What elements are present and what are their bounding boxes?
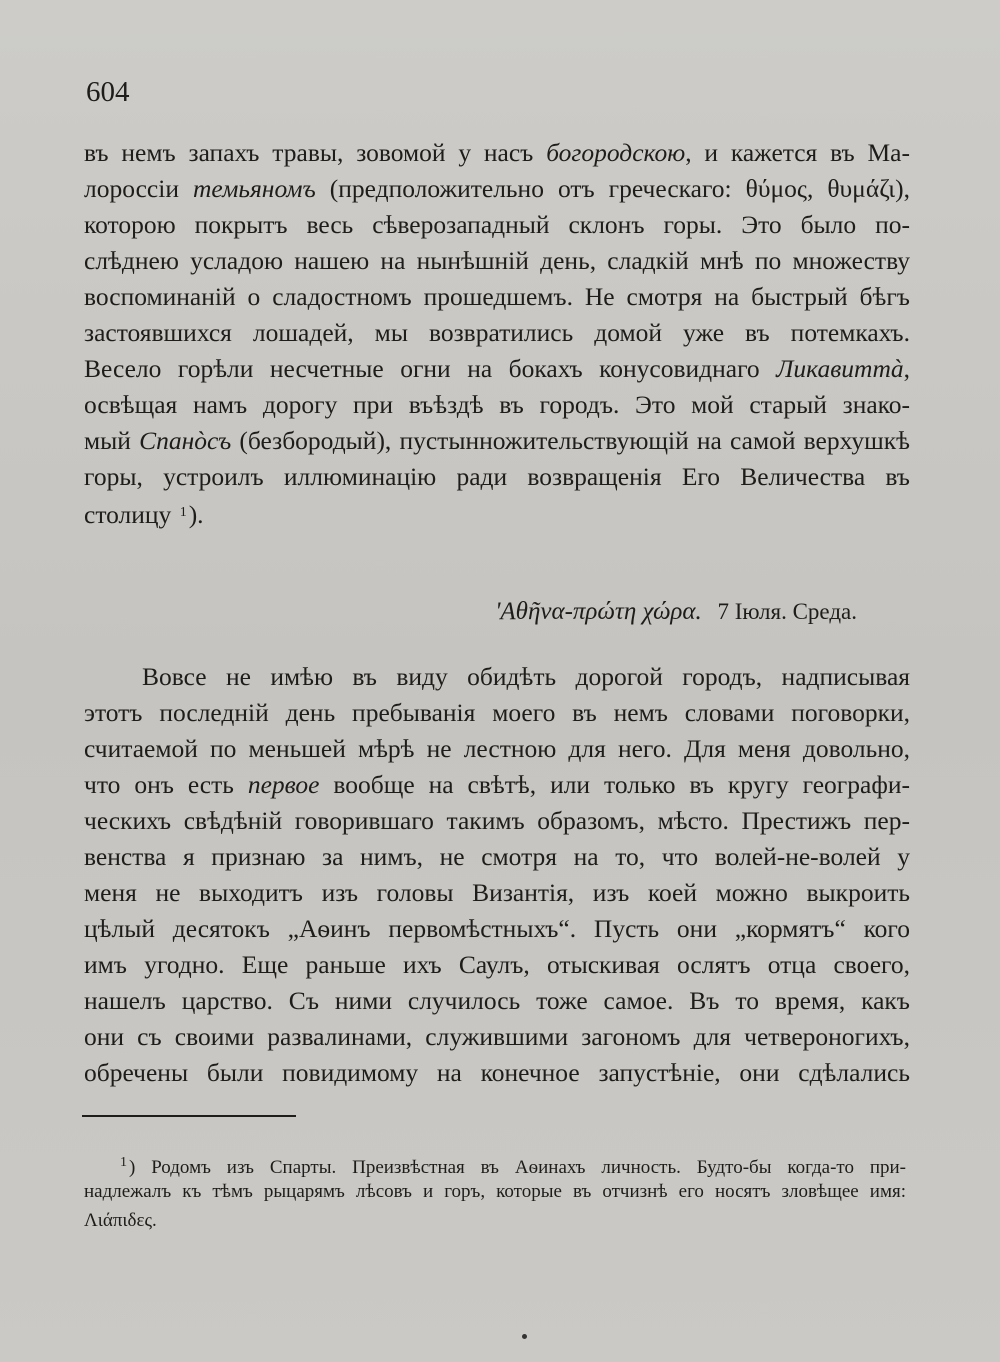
paragraph-2-line: нашелъ царство. Съ ними случилось тоже самое. Въ то время, какъ (84, 986, 910, 1015)
footnote-line: надлежалъ къ тѣмъ рыцарямъ лѣсовъ и горъ, которые въ отчизнѣ его носятъ зловѣщее имя: (84, 1181, 906, 1202)
paragraph-2-line: венства я признаю за нимъ, не смотря на то, что волей-не-волей у (84, 842, 910, 871)
italic-term: Ликавиттà (776, 354, 904, 383)
paragraph-1-line: мый Спанòсъ (безбородый), пустынножительствующiй на самой верхушкѣ (84, 426, 910, 455)
italic-term: темьяномъ (192, 174, 316, 203)
page-bottom-dot (522, 1334, 527, 1339)
paragraph-2-line: Вовсе не имѣю въ виду обидѣть дорогой городъ, надписывая (142, 662, 910, 691)
paragraph-2-line: считаемой по меньшей мѣрѣ не лестною для него. Для меня довольно, (84, 734, 910, 763)
paragraph-2 (84, 659, 910, 1091)
italic-term: Спанòсъ (139, 426, 232, 455)
footnote (84, 1148, 906, 1235)
footnote-rule (82, 1115, 296, 1117)
paragraph-1-line: столицу $^1$). (84, 500, 204, 529)
paragraph-1-line: Весело горѣли несчетные огни на бокахъ конусовиднаго Ликавиттà, (84, 354, 910, 383)
paragraph-1-line: въ немъ запахъ травы, зовомой у насъ богородскою, и кажется въ Ма- (84, 138, 910, 167)
paragraph-1-line: воспоминанiй о сладостномъ прошедшемъ. Не смотря на быстрый бѣгъ (84, 282, 910, 311)
footnote-line: $^1$ ) Родомъ изъ Спарты. Преизвѣстная въ Аѳинахъ личность. Будто-бы когда-то при- (120, 1155, 906, 1178)
paragraph-2-line: имъ угодно. Еще раньше ихъ Саулъ, отыскивая ослятъ отца своего, (84, 950, 910, 979)
heading-date: 7 Iюля. Среда. (717, 599, 857, 624)
paragraph-1-line: которою покрытъ весь сѣверозападный склонъ горы. Это было по- (84, 210, 910, 239)
paragraph-2-line: этотъ последнiй день пребыванiя моего въ немъ словами поговорки, (84, 698, 910, 727)
heading-greek-title: 'Αθῆνα-πρώτη χώρα. (495, 598, 702, 625)
paragraph-2-line: что онъ есть первое вообще на свѣтѣ, или только въ кругу географи- (84, 770, 910, 799)
paragraph-2-line: меня не выходитъ изъ головы Византiя, изъ коей можно выкроить (84, 878, 910, 907)
paragraph-2-line: обречены были повидимому на конечное запустѣнiе, они сдѣлались (84, 1058, 910, 1087)
footnote-reference: 1 (179, 505, 187, 520)
section-heading (495, 598, 857, 626)
footnote-line: Λιάπιδες. (84, 1210, 157, 1231)
paragraph-1-line: горы, устроилъ иллюминацiю ради возвращенiя Его Величества въ (84, 462, 910, 491)
paragraph-1-line: освѣщая намъ дорогу при въѣздѣ въ городъ. Это мой старый знако- (84, 390, 910, 419)
paragraph-2-line: ческихъ свѣдѣнiй говорившаго такимъ образомъ, мѣсто. Престижъ пер- (84, 806, 910, 835)
paragraph-1-line: слѣднею усладою нашею на нынѣшнiй день, сладкiй мнѣ по множеству (84, 246, 910, 275)
paragraph-1-line: лороссiи темьяномъ (предположительно отъ греческаго: θύμος, θυμάζι), (84, 174, 910, 203)
footnote-marker: 1 (120, 1155, 127, 1170)
paragraph-1 (84, 135, 910, 531)
italic-term: первое (247, 770, 320, 799)
italic-term: богородскою (546, 138, 686, 167)
page-number: 604 (86, 76, 130, 108)
paragraph-2-line: цѣлый десятокъ „Аѳинъ первомѣстныхъ“. Пусть они „кормятъ“ кого (84, 914, 910, 943)
paragraph-2-line: они съ своими развалинами, служившими загономъ для четвероногихъ, (84, 1022, 910, 1051)
paragraph-1-line: застоявшихся лошадей, мы возвратились домой уже въ потемкахъ. (84, 318, 910, 347)
